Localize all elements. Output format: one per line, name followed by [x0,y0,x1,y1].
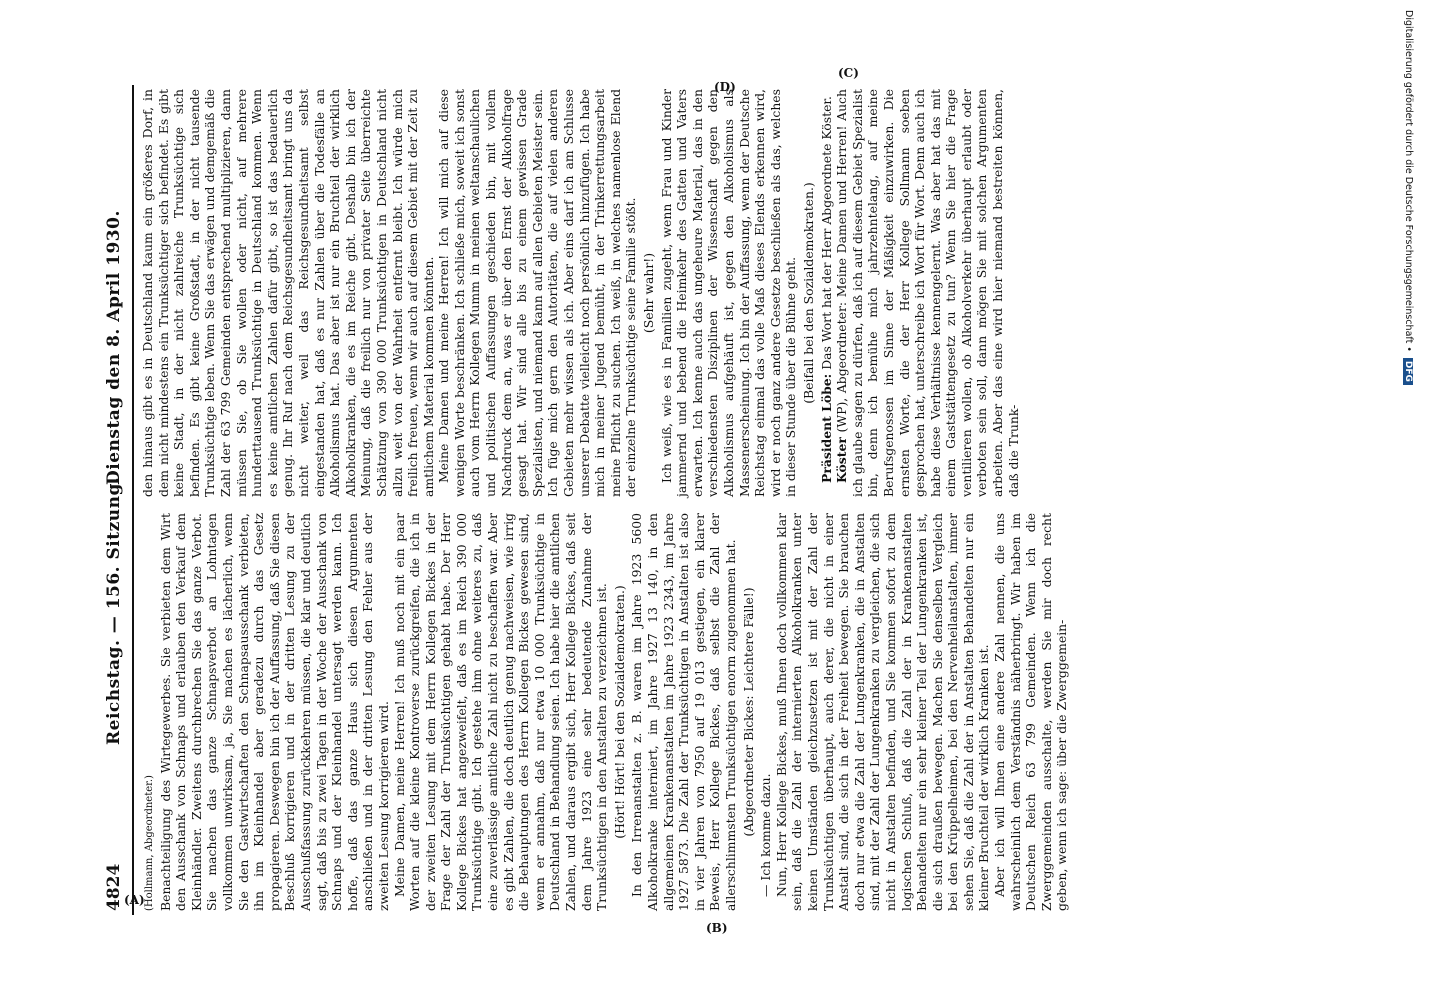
margin-marker-c: (C) [838,66,859,80]
president-text: Das Wort hat der Herr Abgeordnete Köster. [818,96,834,370]
session-title: Reichstag. — 156. Sitzung. [104,476,124,745]
session-date: Dienstag den 8. April 1930. [104,210,124,485]
right-column [140,89,1021,497]
digitization-text: Digitalisierung gefördert durch die Deutsche Forschungsgemeinschaft • [1403,10,1414,352]
page-number: 4824 [104,863,124,911]
digitization-note [1400,10,1414,1000]
paragraph: Benachteiligung des Wirtegewerbes. Sie verbieten dem Wirt den Ausschank von Schnaps und erlauben den Verkauf dem Kleinhändler. Zweitens durchbrechen Sie das ganze Verbot. Sie machen das ganze Schnapsverbot an Lohntagen vollkommen unwirksam, ja, Sie machen es lächerlich, wenn Sie den Gastwirtschaften den Schnapsausschank verbieten, ihn im Kleinhandel aber geradezu durch das Gesetz propagieren. Deswegen bin ich der Auffassung, daß Sie diesen Beschluß korrigieren und in der dritten Lesung zu der Ausschußfassung zurückkehren müssen, die klar und deutlich sagt, daß bis zu zwei Tagen in der Woche der Ausschank von Schnaps und der Kleinhandel untersagt werden kann. Ich hoffe, daß das ganze Haus sich diesen Argumenten anschließen und in der dritten Lesung den Fehler aus der zweiten Lesung korrigieren wird. [157,513,391,911]
paragraph: den hinaus gibt es in Deutschland kaum ein größeres Dorf, in dem nicht mindestens ein Trunksüchtiger sich befindet. Es gibt keine Stadt, in der nicht zahlreiche Trunksüchtige sich befinden. Es gibt keine Großstadt, in der nicht tausende Trunksüchtige leben. Wenn Sie das erwägen und demgemäß die Zahl der 63 799 Gemeinden entsprechend multiplizieren, dann müssen Sie, ob Sie wollen oder nicht, auf mehrere hunderttausend Trunksüchtige in Deutschland kommen. Wenn es keine amtlichen Zahlen dafür gibt, so ist das bedauerlich genug. Ihr Ruf nach dem Reichsgesundheitsamt bringt uns da nicht weiter, weil das Reichsgesundheitsamt selbst eingestanden hat, daß es nur Zahlen über die Todesfälle an Alkoholismus hat. Das aber ist nur ein Bruchteil der wirklich Alkoholkranken, die es im Reiche gibt. Deshalb bin ich der Meinung, daß die freilich nur von privater Seite überreichte Schätzung von 390 000 Trunksüchtigen in Deutschland nicht allzu weit von der Wahrheit entfernt bleibt. Ich würde mich freilich freuen, wenn wir auch auf diesem Gebiet mit der Zeit zu amtlichem Material kommen könnten. [140,89,436,497]
interjection: (Hört! Hört! bei den Sozialdemokraten.) [611,585,627,839]
margin-marker-b: (B) [706,921,728,935]
speaker-line [834,89,1021,497]
paragraph: In den Irrenanstalten z. B. waren im Jahre 1923 5600 Alkoholkranke interniert, im Jahre 1927 13 140, in den allgemeinen Krankenanstalten im Jahre 1923 2343, im Jahre 1927 5873. Die Zahl der Trunksüchtigen in Anstalten ist also in vier Jahren von 7950 auf 19 013 gestiegen, ein klarer Beweis, Herr Kollege Bickes, daß selbst die Zahl der allerschlimmsten Trunksüchtigen enorm zugenommen hat. [629,513,738,911]
page-header [100,85,134,915]
speaker-head: (Hollmann, Abgeordneter.) [144,775,155,911]
interjection: (Beifall bei den Sozialdemokraten.) [800,182,816,404]
interjection: (Sehr wahr!) [641,252,656,334]
margin-marker-d: (D) [714,80,736,94]
paragraph: Meine Damen und meine Herren! Ich will mich auf diese wenigen Worte beschränken. Ich schließe mich, soweit ich sonst auch vom Herrn Kollegen Mumm in meinen weltanschaulichen und politischen Auffassungen geschieden bin, mit vollem Nachdruck dem an, was er über den Ernst der Alkoholfrage gesagt hat. Wir sind alle bis zu einem gewissen Grade Spezialisten, und niemand kann auf allen Gebieten Meister sein. Ich füge mich gern den Autoritäten, die auf vielen anderen Gebieten mehr wissen als ich. Aber eins darf ich am Schlusse unserer Debatte vielleicht noch persönlich hinzufügen. Ich habe mich in meiner Jugend bemüht, in der Trinkerrettungsarbeit meine Pflicht zu suchen. Ich weiß, in welches namenlose Elend der einzelne Trunksüchtige seine Familie stößt. [436,89,639,497]
header-rule [132,85,134,915]
dfg-logo: DFG [1403,358,1413,385]
paragraph: Ich weiß, wie es in Familien zugeht, wenn Frau und Kinder jammernd und bebend die Heimkehr des Gatten und Vaters erwarten. Ich kenne auch das ungeheure Material, das in den verschiedensten Disziplinen der Wissenschaft gegen den Alkoholismus aufgehäuft ist, gegen den Alkoholismus als Massenerscheinung. Ich bin der Auffassung, wenn der Deutsche Reichstag einmal das volle Maß dieses Elends erkennen wird, wird er noch ganz andere Gesetze beschließen als das, welches in dieser Stunde über die Bühne geht. [658,89,799,497]
paragraph: — Ich komme dazu. [758,773,774,897]
margin-marker-a: (A) [124,893,145,907]
paragraph: Meine Damen, meine Herren! Ich muß noch mit ein paar Worten auf die kleine Kontroverse zurückgreifen, die ich in der zweiten Lesung mit dem Herrn Kollegen Bickes in der Frage der Zahl der Trunksüchtigen gehabt habe. Der Herr Kollege Bickes hat angezweifelt, daß es im Reich 390 000 Trunksüchtige gibt. Ich gestehe ihm ohne weiteres zu, daß eine zuverlässige amtliche Zahl nicht zu beschaffen war. Aber es gibt Zahlen, die doch deutlich genug nachweisen, wie irrig die Behauptungen des Herrn Kollegen Bickes gewesen sind, wenn er annahm, daß nur etwa 10 000 Trunksüchtige in Deutschland in Behandlung seien. Ich habe hier die amtlichen Zahlen, und daraus ergibt sich, Herr Kollege Bickes, daß seit dem Jahre 1923 eine sehr bedeutende Zunahme der Trunksüchtigen in den Anstalten zu verzeichnen ist. [391,513,610,911]
president-line [819,89,835,497]
speaker-label: Köster [834,437,850,483]
president-label: Präsident Löbe: [818,373,834,483]
paragraph: Aber ich will Ihnen eine andere Zahl nennen, die uns wahrscheinlich dem Verständnis näherbringt. Wir haben im Deutschen Reich 63 799 Gemeinden. Wenn ich die Zwerggemeinden ausschalte, werden Sie mir doch recht geben, wenn ich sage: über die Zwerggemein- [992,513,1070,911]
paragraph: Nun, Herr Kollege Bickes, muß Ihnen doch vollkommen klar sein, daß die Zahl der internierten Alkoholkranken unter keinen Umständen gleichzusetzen ist mit der Zahl der Trunksüchtigen überhaupt, auch derer, die nicht in einer Anstalt sind, die sich in der Freiheit bewegen. Sie brauchen doch nur etwa die Zahl der Lungenkranken, die in Anstalten sind, mit der Zahl der Lungenkranken zu vergleichen, die sich nicht in Anstalten befinden, und Sie kommen sofort zu dem logischen Schluß, daß die Zahl der in Krankenanstalten Behandelten nur ein sehr kleiner Teil der Lungenkranken ist, die sich draußen bewegen. Machen Sie denselben Vergleich bei den Krüppelheimen, bei den Nervenheilanstalten, immer sehen Sie, daß die Zahl der in Anstalten Behandelten nur ein kleiner Bruchteil der wirklich Kranken ist. [773,513,992,911]
interjection: (Abgeordneter Bickes: Leichtere Fälle!) [740,587,756,837]
rotated-content [100,85,1070,915]
left-column [140,513,1070,911]
speaker-text: (WP), Abgeordneter: Meine Damen und Herren! Auch ich glaube sagen zu dürfen, daß ich auf diesem Gebiet Spezialist bin, denn ich bemühe mich jahrzehntelang, auf meine Berufsgenossen im Sinne der Mäßigkeit einzuwirken. Die ernsten Worte, die der Herr Kollege Sollmann soeben gesprochen hat, unterschreibe ich Wort für Wort. Denn auch ich habe diese Verhältnisse kennengelernt. Was aber hat das mit einem Gaststättengesetz zu tun? Wenn Sie hier die Frage ventilieren wollen, ob Alkoholverkehr überhaupt erlaubt oder verboten sein soll, dann mögen Sie mit solchen Argumenten arbeiten. Aber das eine wird hier niemand bestreiten können, daß die Trunk- [834,89,1021,497]
